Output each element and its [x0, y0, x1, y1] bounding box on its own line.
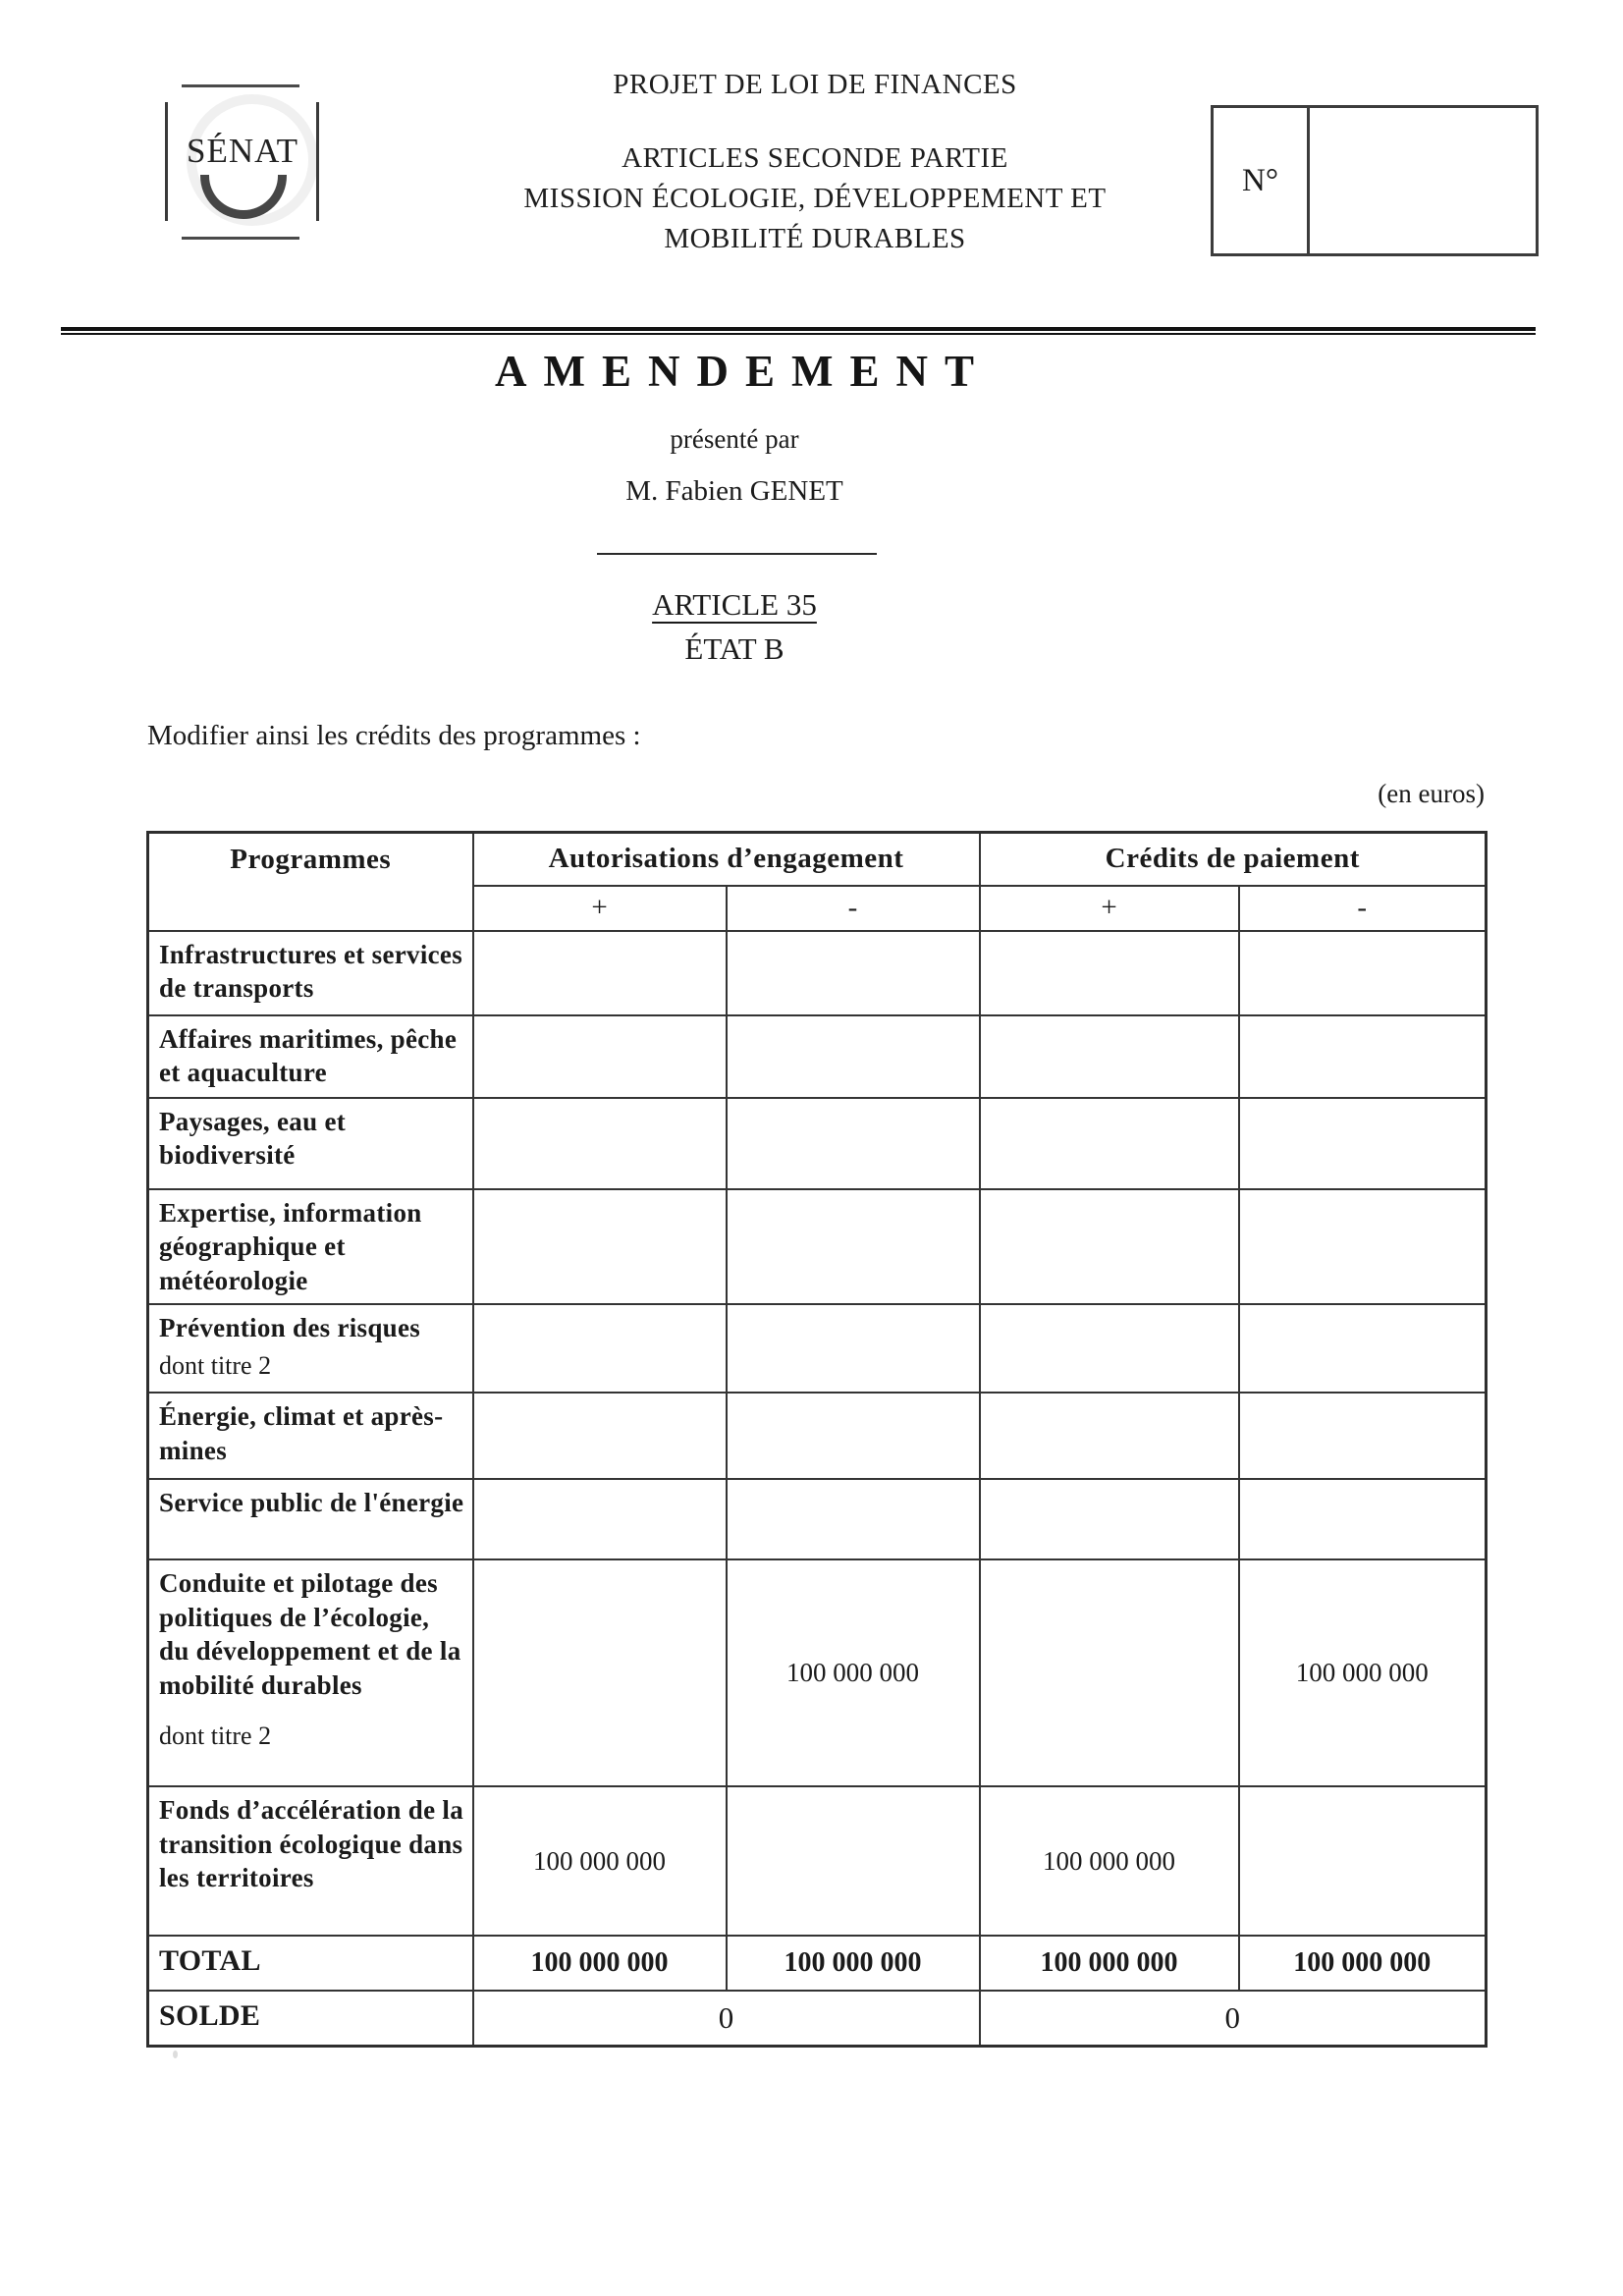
value-cell [727, 1786, 980, 1936]
value-cell [1239, 1189, 1487, 1305]
table-row [148, 1098, 1487, 1189]
project-title: PROJET DE LOI DE FINANCES [613, 69, 1017, 100]
column-header-autorisations-engagement: Autorisations d’engagement [473, 833, 980, 886]
value-cell [980, 1189, 1239, 1305]
presented-by-label: présenté par [670, 424, 799, 454]
value-cell [980, 1304, 1239, 1393]
table-row [148, 1189, 1487, 1305]
amendment-title: AMENDEMENT [495, 347, 991, 396]
program-label: Fonds d’accélération de la transition écologique dans les territoires [148, 1786, 473, 1936]
program-sublabel: dont titre 2 [159, 1722, 272, 1751]
value-cell [980, 931, 1239, 1015]
table-row [148, 1559, 1487, 1786]
total-label: TOTAL [148, 1936, 473, 1991]
number-label: N° [1214, 108, 1310, 253]
table-row [148, 1304, 1487, 1393]
solde-label: SOLDE [148, 1991, 473, 2046]
value-cell [980, 1393, 1239, 1479]
program-label-text: Conduite et pilotage des politiques de l’écologie, du développement et de la mobilité durables [159, 1568, 461, 1700]
senat-logo-text: SÉNAT [187, 132, 298, 170]
double-rule-divider [61, 327, 1536, 335]
value-cell [473, 1479, 727, 1559]
total-value: 100 000 000 [727, 1936, 980, 1991]
value-cell [1239, 1479, 1487, 1559]
program-label: Énergie, climat et après-mines [148, 1393, 473, 1479]
value-cell [1239, 1015, 1487, 1098]
author-name: M. Fabien GENET [625, 475, 843, 507]
solde-row [148, 1991, 1487, 2046]
program-sublabel: dont titre 2 [159, 1350, 272, 1380]
credits-table [146, 831, 1488, 2048]
program-label [148, 1304, 473, 1393]
column-header-credits-paiement: Crédits de paiement [980, 833, 1487, 886]
value-cell [727, 1304, 980, 1393]
value-cell [473, 1189, 727, 1305]
title-block [0, 346, 1469, 508]
solde-cp-value: 0 [980, 1991, 1487, 2046]
etat-label: ÉTAT B [684, 631, 784, 666]
number-value-blank [1310, 108, 1536, 253]
value-cell [1239, 1786, 1487, 1936]
value-cell [727, 1479, 980, 1559]
value-cell [473, 1304, 727, 1393]
table-row [148, 931, 1487, 1015]
ae-plus-header: + [473, 886, 727, 931]
program-label [148, 1559, 473, 1786]
program-label: Affaires maritimes, pêche et aquaculture [148, 1015, 473, 1098]
total-value: 100 000 000 [980, 1936, 1239, 1991]
value-cell [727, 1015, 980, 1098]
value-cell [473, 931, 727, 1015]
articles-line-1: ARTICLES SECONDE PARTIE [622, 142, 1008, 174]
value-cell [980, 1015, 1239, 1098]
value-cell [727, 931, 980, 1015]
program-label: Expertise, information géographique et météorologie [148, 1189, 473, 1305]
article-number: ARTICLE 35 [652, 587, 817, 622]
table-row [148, 1393, 1487, 1479]
separator-rule [597, 553, 877, 555]
articles-line-3: MOBILITÉ DURABLES [664, 223, 966, 254]
articles-line-2: MISSION ÉCOLOGIE, DÉVELOPPEMENT ET [523, 183, 1107, 214]
value-cell [1239, 1098, 1487, 1189]
value-cell [1239, 1304, 1487, 1393]
program-label: Service public de l'énergie [148, 1479, 473, 1559]
table-header-row-groups [148, 833, 1487, 886]
credits-table-container [146, 831, 1488, 2048]
value-cell [980, 1098, 1239, 1189]
total-row [148, 1936, 1487, 1991]
senat-logo-top-rule [182, 84, 299, 87]
article-block [0, 587, 1469, 667]
value-cell: 100 000 000 [1239, 1559, 1487, 1786]
value-cell: 100 000 000 [473, 1786, 727, 1936]
senat-logo [165, 84, 320, 242]
value-cell [980, 1479, 1239, 1559]
scan-speck [173, 2050, 178, 2058]
table-row [148, 1015, 1487, 1098]
senat-logo-bottom-rule [182, 237, 299, 240]
ae-minus-header: - [727, 886, 980, 931]
value-cell [727, 1098, 980, 1189]
table-row [148, 1786, 1487, 1936]
value-cell [980, 1559, 1239, 1786]
value-cell [727, 1393, 980, 1479]
table-row [148, 1479, 1487, 1559]
value-cell: 100 000 000 [980, 1786, 1239, 1936]
total-value: 100 000 000 [1239, 1936, 1487, 1991]
value-cell [473, 1098, 727, 1189]
value-cell [1239, 931, 1487, 1015]
value-cell [473, 1015, 727, 1098]
program-label: Paysages, eau et biodiversité [148, 1098, 473, 1189]
value-cell [473, 1393, 727, 1479]
value-cell [727, 1189, 980, 1305]
value-cell [1239, 1393, 1487, 1479]
column-header-programmes: Programmes [148, 833, 473, 931]
cp-minus-header: - [1239, 886, 1487, 931]
program-label: Infrastructures et services de transports [148, 931, 473, 1015]
program-label-text: Prévention des risques [159, 1313, 421, 1343]
solde-ae-value: 0 [473, 1991, 980, 2046]
total-value: 100 000 000 [473, 1936, 727, 1991]
value-cell [473, 1559, 727, 1786]
unit-note: (en euros) [1378, 779, 1485, 808]
document-header [422, 69, 1208, 259]
value-cell: 100 000 000 [727, 1559, 980, 1786]
amendment-number-box [1211, 105, 1539, 256]
instruction-text: Modifier ainsi les crédits des programmes : [147, 720, 641, 751]
cp-plus-header: + [980, 886, 1239, 931]
